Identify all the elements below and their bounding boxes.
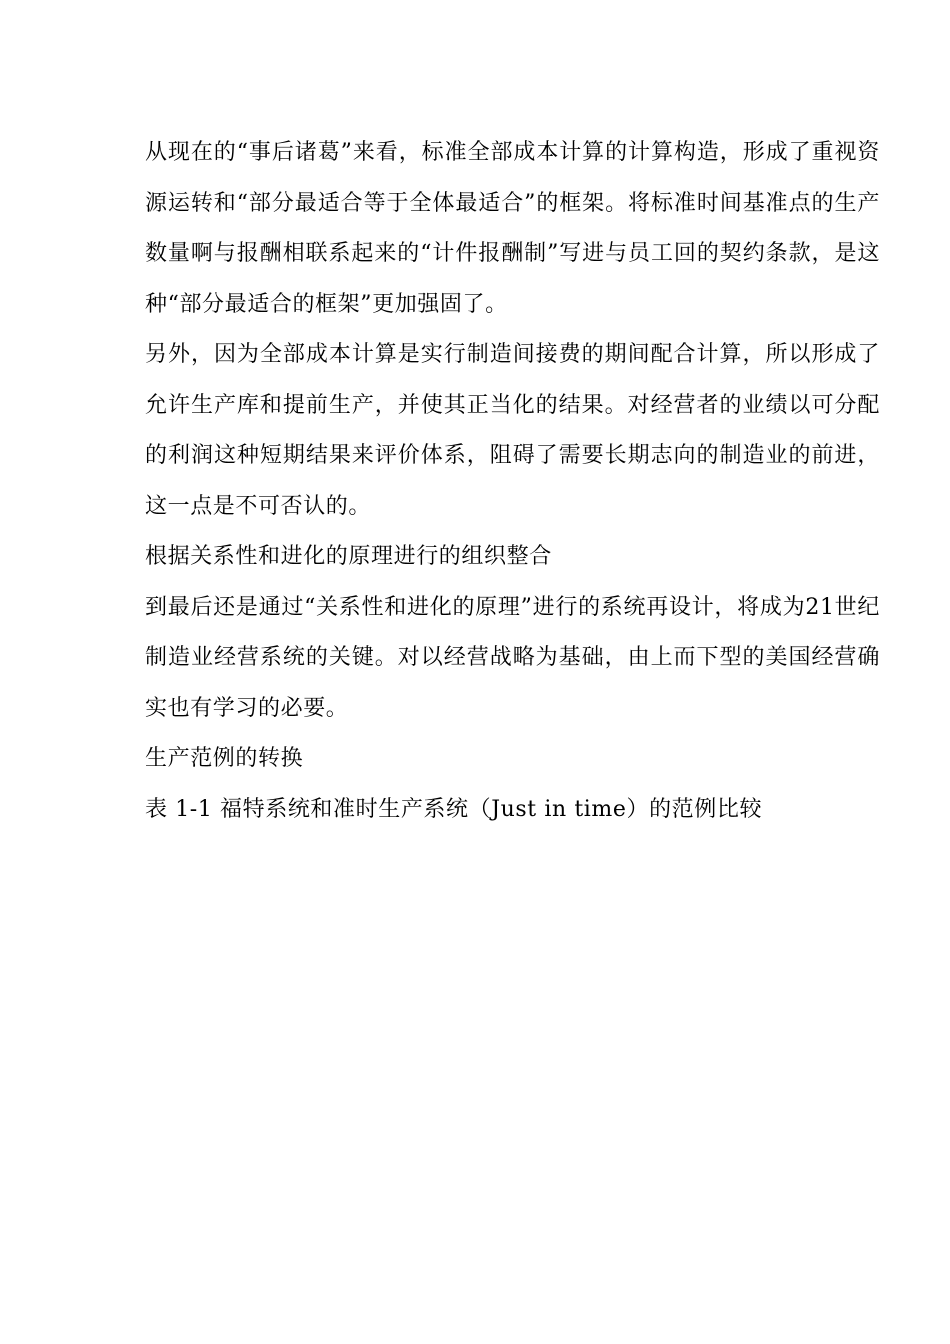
paragraph-system-redesign: 到最后还是通过“关系性和进化的原理”进行的系统再设计，将成为21世纪制造业经营系统的关键。对以经营战略为基础，由上而下型的美国经营确实也有学习的必要。 — [145, 594, 880, 721]
section-heading-organization-integration: 根据关系性和进化的原理进行的组织整合 — [145, 544, 552, 569]
table-caption: 表 1-1 福特系统和准时生产系统（Just in time）的范例比较 — [145, 796, 763, 822]
document-body — [145, 128, 880, 835]
paragraph-full-cost-framework: 从现在的“事后诸葛”来看，标准全部成本计算的计算构造，形成了重视资源运转和“部分最适合等于全体最适合”的框架。将标准时间基准点的生产数量啊与报酬相联系起来的“计件报酬制”写进与员工回的契约条款，是这种“部分最适合的框架”更加强固了。 — [145, 140, 880, 317]
section-heading-production-paradigm: 生产范例的转换 — [145, 746, 304, 771]
paragraph-period-allocation: 另外，因为全部成本计算是实行制造间接费的期间配合计算，所以形成了允许生产库和提前生产，并使其正当化的结果。对经营者的业绩以可分配的利润这种短期结果来评价体系，阻碍了需要长期志向的制造业的前进，这一点是不可否认的。 — [145, 342, 880, 519]
